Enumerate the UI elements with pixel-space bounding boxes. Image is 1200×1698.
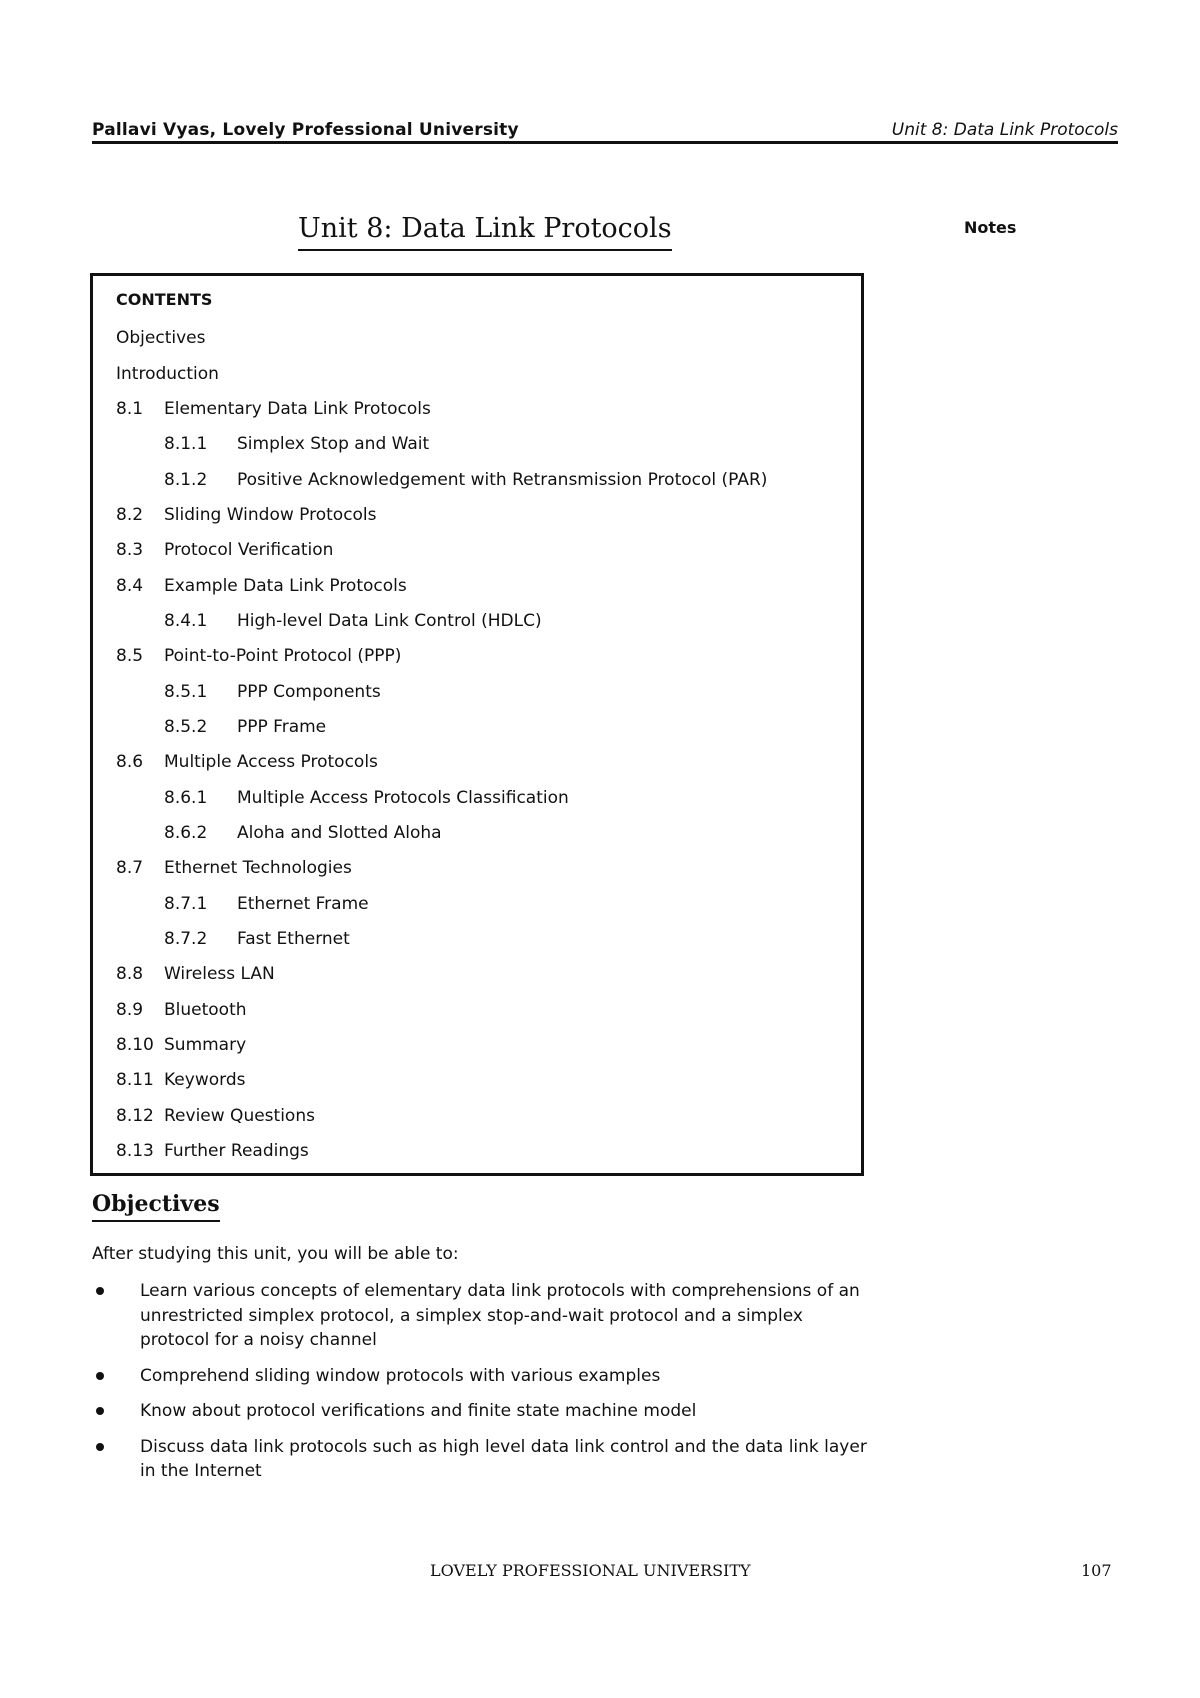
toc-item: 8.11 Keywords — [116, 1070, 246, 1090]
toc-item: 8.5 Point-to-Point Protocol (PPP) — [116, 646, 402, 666]
list-item: Know about protocol verifications and finite state machine model — [92, 1399, 868, 1424]
running-header-author: Pallavi Vyas, Lovely Professional University — [92, 120, 519, 140]
list-item: Discuss data link protocols such as high level data link control and the data link layer in the Internet — [92, 1435, 868, 1484]
toc-item: 8.5.1 PPP Components — [164, 682, 381, 702]
toc-item: 8.3 Protocol Verification — [116, 540, 334, 560]
notes-margin-label: Notes — [964, 218, 1017, 237]
objectives-intro: After studying this unit, you will be able to: — [92, 1244, 459, 1264]
footer-university: LOVELY PROFESSIONAL UNIVERSITY — [430, 1561, 751, 1580]
running-header-unit: Unit 8: Data Link Protocols — [891, 120, 1118, 140]
bullet-icon — [96, 1443, 104, 1451]
bullet-icon — [96, 1287, 104, 1295]
toc-item: 8.9 Bluetooth — [116, 1000, 247, 1020]
objectives-list — [92, 1279, 868, 1495]
page-title: Unit 8: Data Link Protocols — [298, 213, 672, 251]
toc-item: 8.5.2 PPP Frame — [164, 717, 327, 737]
toc-item: 8.2 Sliding Window Protocols — [116, 505, 377, 525]
toc-item: Introduction — [116, 364, 219, 384]
contents-heading: CONTENTS — [116, 290, 213, 309]
toc-item: 8.7 Ethernet Technologies — [116, 858, 352, 878]
list-item: Comprehend sliding window protocols with various examples — [92, 1364, 868, 1389]
toc-item: 8.7.1 Ethernet Frame — [164, 894, 369, 914]
toc-item: 8.1.2 Positive Acknowledgement with Retransmission Protocol (PAR) — [164, 470, 768, 490]
bullet-icon — [96, 1372, 104, 1380]
toc-item: 8.6.2 Aloha and Slotted Aloha — [164, 823, 442, 843]
toc-item: 8.4 Example Data Link Protocols — [116, 576, 407, 596]
toc-item: 8.13 Further Readings — [116, 1141, 309, 1161]
toc-item: 8.6.1 Multiple Access Protocols Classification — [164, 788, 569, 808]
list-item: Learn various concepts of elementary data link protocols with comprehensions of an unrestricted simplex protocol, a simplex stop-and-wait protocol and a simplex protocol for a noisy channel — [92, 1279, 868, 1353]
bullet-icon — [96, 1407, 104, 1415]
toc-item: 8.1 Elementary Data Link Protocols — [116, 399, 431, 419]
toc-item: Objectives — [116, 328, 206, 348]
toc-item: 8.10 Summary — [116, 1035, 247, 1055]
toc-item: 8.8 Wireless LAN — [116, 964, 275, 984]
toc-item: 8.1.1 Simplex Stop and Wait — [164, 434, 430, 454]
toc-item: 8.7.2 Fast Ethernet — [164, 929, 350, 949]
objectives-heading: Objectives — [92, 1190, 220, 1222]
header-rule — [92, 141, 1118, 144]
toc-item: 8.12 Review Questions — [116, 1106, 315, 1126]
toc-item: 8.6 Multiple Access Protocols — [116, 752, 378, 772]
toc-item: 8.4.1 High-level Data Link Control (HDLC) — [164, 611, 542, 631]
page-number: 107 — [1081, 1561, 1112, 1580]
